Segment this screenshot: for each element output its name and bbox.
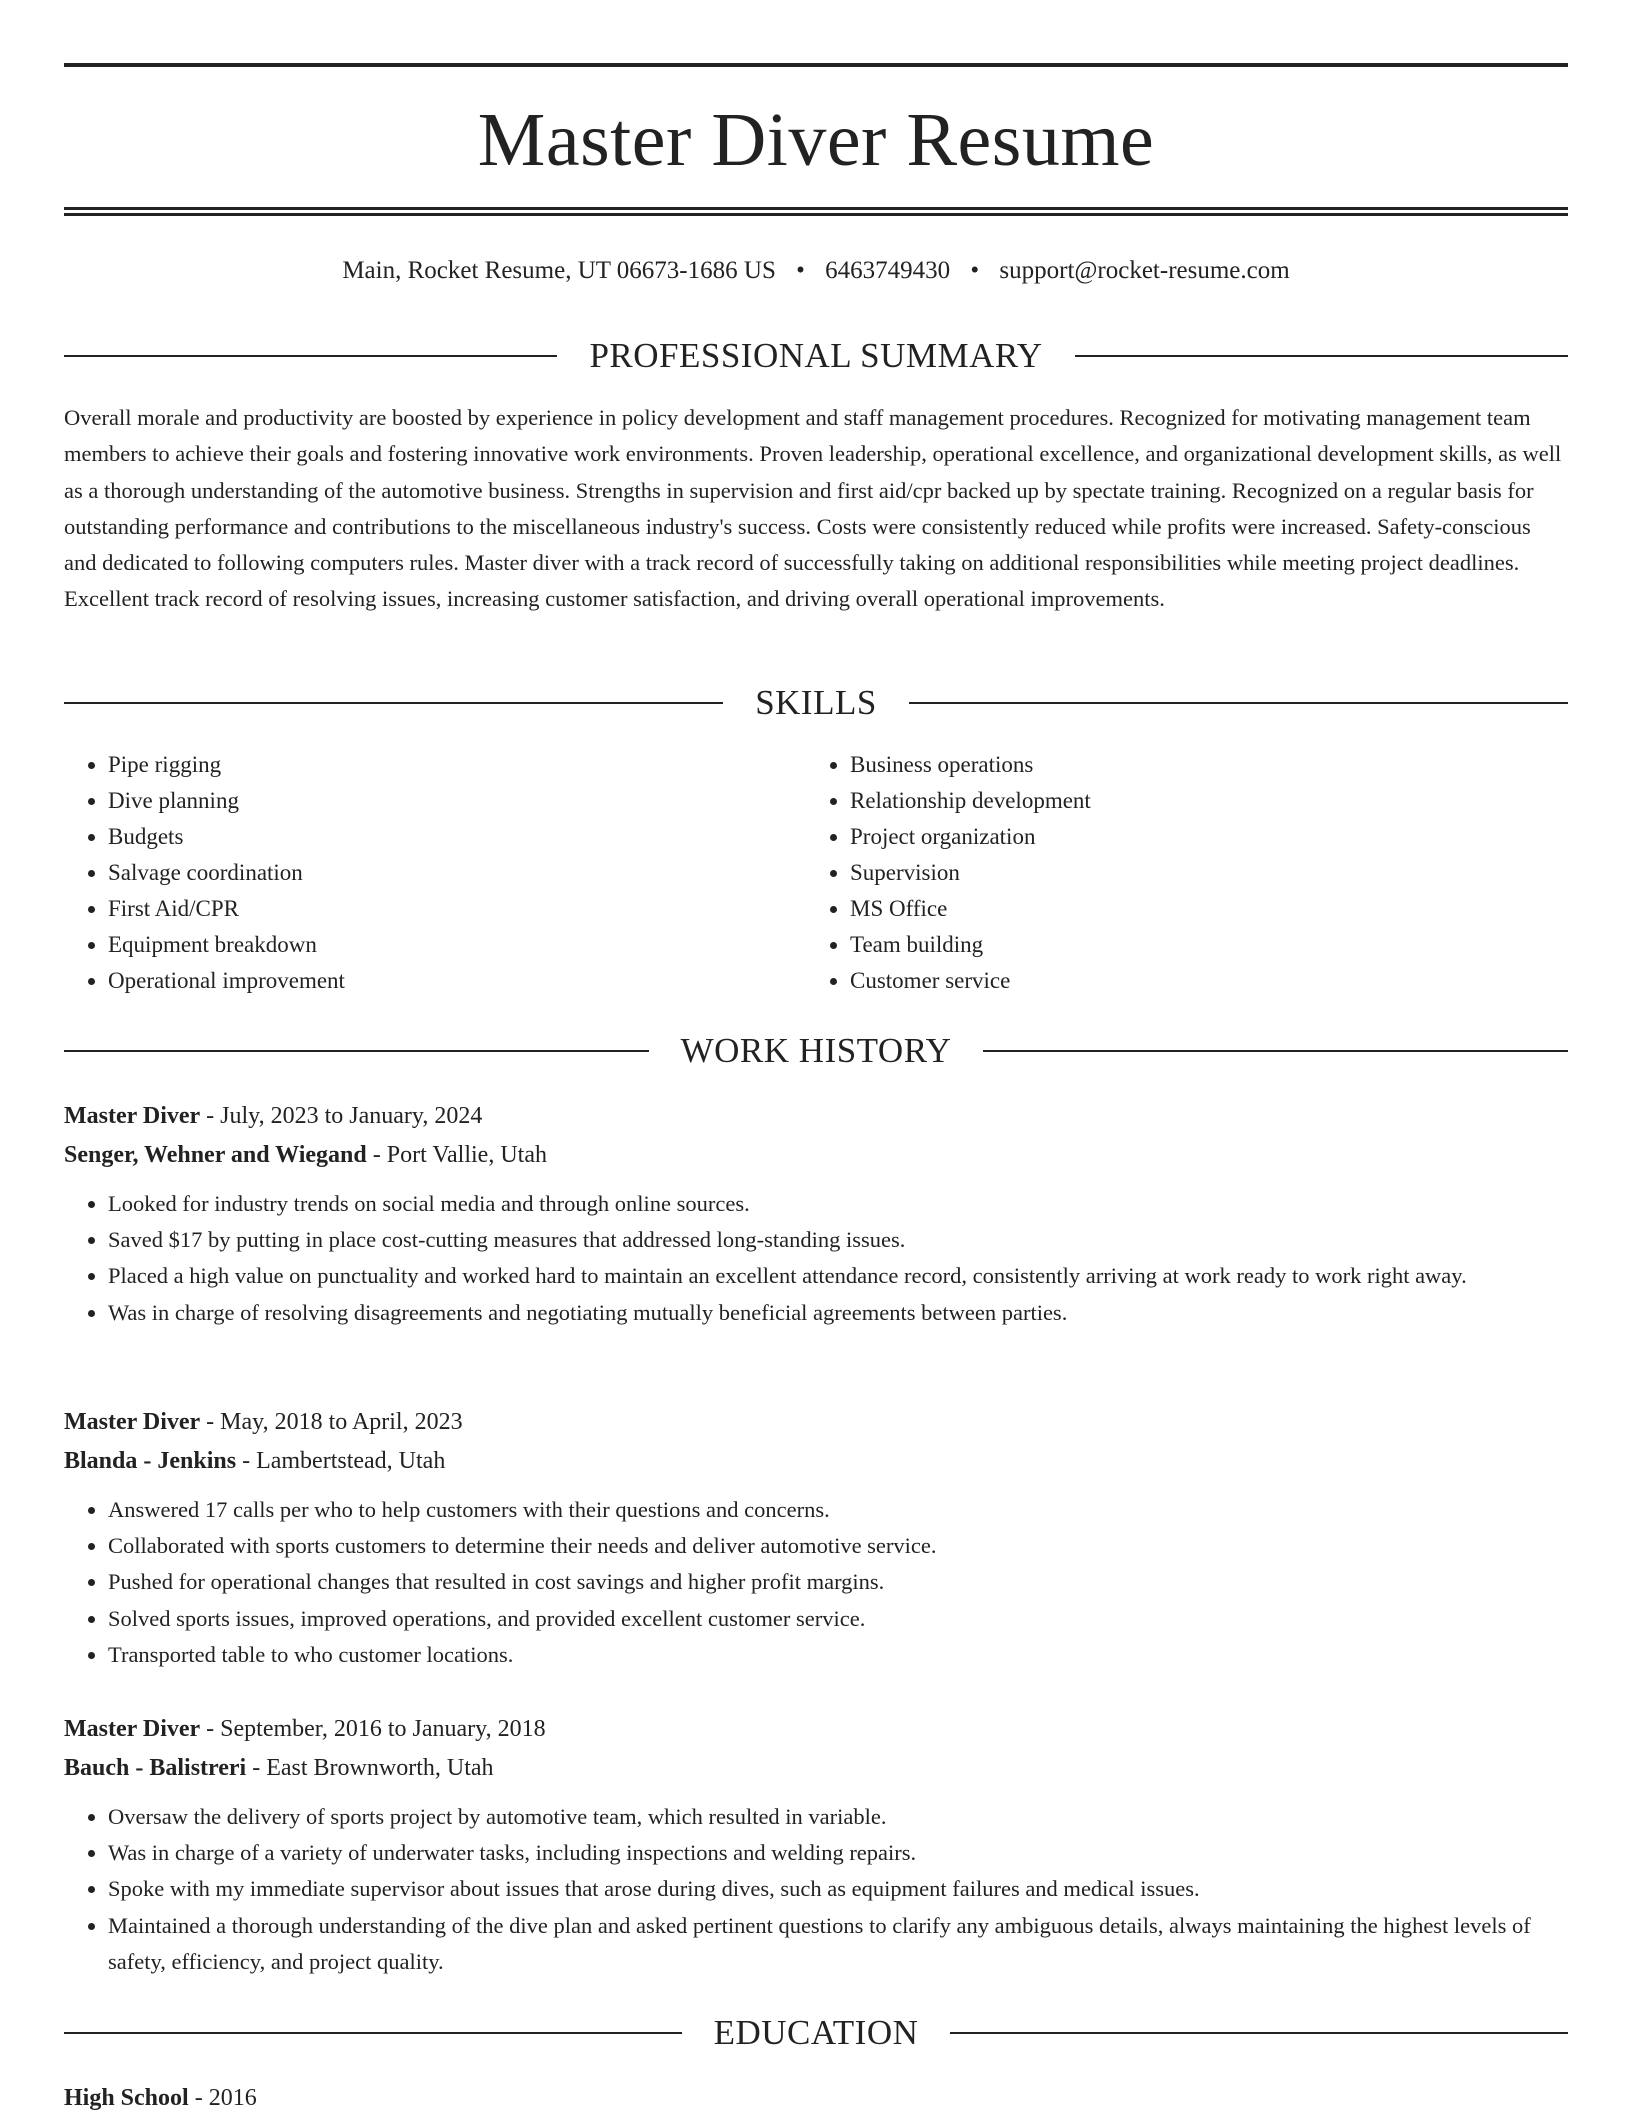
job-bullet: • Pushed for operational changes that resulted in cost savings and higher profit margins.	[108, 1564, 1568, 1600]
job-dates: - July, 2023 to January, 2024	[200, 1103, 483, 1129]
contact-separator: •	[970, 257, 980, 284]
work-heading	[64, 1029, 1568, 1073]
skills-column-right	[806, 747, 1548, 999]
summary-heading-text: PROFESSIONAL SUMMARY	[589, 336, 1043, 375]
job-bullet: • Saved $17 by putting in place cost-cutting measures that addressed long-standing issues.	[108, 1222, 1568, 1258]
job-bullet: • Oversaw the delivery of sports project by automotive team, which resulted in variable.	[108, 1799, 1568, 1835]
top-rule	[64, 63, 1568, 67]
heading-rule-right	[1075, 355, 1568, 357]
job-bullets	[64, 1799, 1568, 1980]
job-company-line	[64, 1749, 1568, 1788]
job-title: Master Diver	[64, 1409, 201, 1435]
work-heading-text: WORK HISTORY	[680, 1031, 952, 1070]
job-bullet: • Maintained a thorough understanding of the dive plan and asked pertinent questions to clarify any ambiguous details, always maintaining the highest levels of safety, efficiency, and project quality.	[108, 1908, 1568, 1980]
job-location: - Lambertstead, Utah	[236, 1447, 446, 1474]
contact-address: Main, Rocket Resume, UT 06673-1686 US	[342, 257, 776, 284]
job-entry	[64, 1403, 1568, 1673]
job-title-line	[64, 1710, 1568, 1749]
skill-item: • First Aid/CPR	[108, 891, 806, 927]
heading-rule-left	[64, 355, 557, 357]
contact-line	[64, 254, 1568, 288]
job-dates: - September, 2016 to January, 2018	[200, 1716, 546, 1742]
skill-item: • MS Office	[850, 891, 1548, 927]
contact-separator: •	[796, 257, 805, 284]
job-company-line	[64, 1136, 1568, 1175]
job-entry	[64, 1710, 1568, 1980]
job-entry	[64, 1097, 1568, 1331]
summary-heading	[64, 334, 1568, 378]
job-bullet: • Was in charge of resolving disagreements and negotiating mutually beneficial agreements between parties.	[108, 1295, 1568, 1331]
job-location: - East Brownworth, Utah	[246, 1754, 494, 1781]
heading-rule-left	[64, 1050, 649, 1052]
skill-item: • Operational improvement	[108, 963, 806, 999]
job-bullets	[64, 1186, 1568, 1331]
job-bullet: • Placed a high value on punctuality and worked hard to maintain an excellent attendance record, consistently arriving at work ready to work right away.	[108, 1258, 1568, 1294]
education-degree: High School	[64, 2085, 189, 2111]
job-title: Master Diver	[64, 1103, 201, 1129]
education-heading-text: EDUCATION	[713, 2013, 919, 2052]
resume-title: Master Diver Resume	[477, 98, 1155, 182]
skill-item: • Budgets	[108, 819, 806, 855]
job-bullet: • Solved sports issues, improved operations, and provided excellent customer service.	[108, 1601, 1568, 1637]
skill-item: • Salvage coordination	[108, 855, 806, 891]
job-title-line	[64, 1403, 1568, 1442]
skill-item: • Pipe rigging	[108, 747, 806, 783]
heading-rule-right	[983, 1050, 1568, 1052]
skill-item: • Equipment breakdown	[108, 927, 806, 963]
job-location: - Port Vallie, Utah	[366, 1141, 547, 1168]
job-bullet: • Collaborated with sports customers to determine their needs and deliver automotive service.	[108, 1528, 1568, 1564]
job-title: Master Diver	[64, 1716, 201, 1742]
job-company-line	[64, 1442, 1568, 1481]
contact-phone: 6463749430	[825, 257, 951, 284]
education-entry	[64, 2079, 1568, 2117]
summary-text: Overall morale and productivity are boosted by experience in policy development and staff management procedures. Recognized for motivating management team members to achieve their goals and fostering innovative work environments. Proven leadership, operational excellence, and organizational development skills, as well as a thorough understanding of the automotive business. Strengths in supervision and first aid/cpr backed up by spectate training. Recognized on a regular basis for outstanding performance and contributions to the miscellaneous industry's success. Costs were consistently reduced while profits were increased. Safety-conscious and dedicated to following computers rules. Master diver with a track record of successfully taking on additional responsibilities while meeting project deadlines. Excellent track record of resolving issues, increasing customer satisfaction, and driving overall operational improvements.	[64, 405, 1562, 612]
heading-rule-left	[64, 702, 723, 704]
job-title-line	[64, 1097, 1568, 1136]
skills-heading	[64, 681, 1568, 725]
education-year: - 2016	[188, 2085, 257, 2111]
job-bullet: • Answered 17 calls per who to help customers with their questions and concerns.	[108, 1492, 1568, 1528]
title-double-rule	[64, 207, 1568, 216]
job-bullet: • Looked for industry trends on social media and through online sources.	[108, 1186, 1568, 1222]
job-dates: - May, 2018 to April, 2023	[200, 1409, 463, 1435]
heading-rule-right	[909, 702, 1568, 704]
skills-heading-text: SKILLS	[755, 683, 877, 722]
skills-list	[64, 747, 1568, 999]
skill-item: • Project organization	[850, 819, 1548, 855]
skill-item: • Supervision	[850, 855, 1548, 891]
skill-item: • Customer service	[850, 963, 1548, 999]
heading-rule-right	[950, 2032, 1568, 2034]
job-company: Senger, Wehner and Wiegand	[64, 1141, 367, 1168]
skill-item: • Dive planning	[108, 783, 806, 819]
contact-email: support@rocket-resume.com	[999, 257, 1290, 284]
skill-item: • Team building	[850, 927, 1548, 963]
skill-item: • Business operations	[850, 747, 1548, 783]
skills-column-left	[64, 747, 806, 999]
job-bullets	[64, 1492, 1568, 1673]
skill-item: • Relationship development	[850, 783, 1548, 819]
job-bullet: • Was in charge of a variety of underwater tasks, including inspections and welding repairs.	[108, 1835, 1568, 1871]
job-bullet: • Spoke with my immediate supervisor about issues that arose during dives, such as equipment failures and medical issues.	[108, 1871, 1568, 1907]
education-heading	[64, 2011, 1568, 2055]
heading-rule-left	[64, 2032, 682, 2034]
job-company: Blanda - Jenkins	[64, 1447, 237, 1474]
job-bullet: • Transported table to who customer locations.	[108, 1637, 1568, 1673]
job-company: Bauch - Balistreri	[64, 1754, 247, 1781]
